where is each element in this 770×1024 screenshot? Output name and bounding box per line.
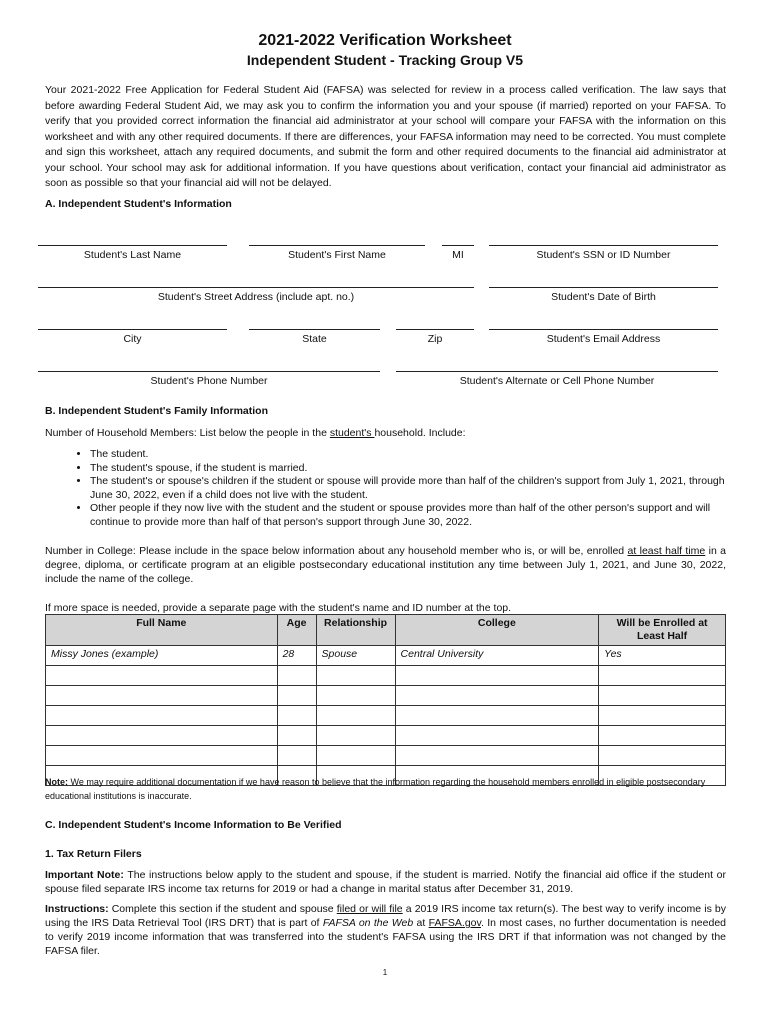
important-note xyxy=(45,868,726,896)
household-intro xyxy=(45,426,726,442)
table-cell[interactable] xyxy=(316,666,395,686)
table-cell[interactable] xyxy=(395,666,599,686)
mi-line[interactable] xyxy=(442,245,474,246)
note-text: We may require additional documentation if we have reason to believe that the information regarding the household members enrolled in eligible postsecondary educational institutions is inaccurate. xyxy=(45,777,706,801)
important-label: Important Note: xyxy=(45,869,124,881)
zip-label: Zip xyxy=(427,333,443,345)
intro-paragraph: Your 2021-2022 Free Application for Federal Student Aid (FAFSA) was selected for review in a process called verification. The law says that before awarding Federal Student Aid, we may ask you to confirm the information you and your spouse (if married) reported on your FAFSA. To verify that you provided correct information the financial aid administrator at your school will compare your FAFSA with the information on this worksheet and with any other required documents. If there are differences, your FAFSA information may need to be corrected. You must complete and sign this worksheet, attach any required documents, and submit the form and other required documents to the financial aid administrator at your school. Your school may ask for additional information. If you have questions about verification, contact your financial aid administrator as soon as possible so that your financial aid will not be delayed. xyxy=(45,84,726,189)
table-note xyxy=(45,775,726,803)
table-cell[interactable] xyxy=(395,726,599,746)
alt-phone-line[interactable] xyxy=(396,371,718,372)
instructions-label: Instructions: xyxy=(45,903,109,915)
household-intro-text: Number of Household Members: List below the people in the xyxy=(45,427,330,439)
instructions-text: Complete this section if the student and spouse xyxy=(108,903,337,915)
page-title: 2021-2022 Verification Worksheet xyxy=(258,32,512,49)
last-name-label: Student's Last Name xyxy=(83,249,182,261)
zip-line[interactable] xyxy=(396,329,474,330)
table-row[interactable] xyxy=(46,666,726,686)
table-cell[interactable] xyxy=(599,666,726,686)
ssn-label: Student's SSN or ID Number xyxy=(536,249,671,261)
table-cell[interactable] xyxy=(599,706,726,726)
street-label: Student's Street Address (include apt. no.) xyxy=(157,291,355,303)
list-item: • The student's or spouse's children if the student or spouse will provide more than half of the children's support from July 1, 2021, through June 30, 2022, even if a child does not live with the student. xyxy=(90,475,725,502)
table-cell[interactable] xyxy=(395,706,599,726)
instructions-text: a 2019 IRS income tax return(s). The best way to verify income is by using the IRS Data Retrieval Tool (IRS DRT) that is part of xyxy=(45,903,727,929)
col-college: College xyxy=(395,615,599,646)
table-cell[interactable] xyxy=(316,746,395,766)
example-relationship: Spouse xyxy=(316,646,395,666)
example-enrolled: Yes xyxy=(599,646,726,666)
instructions-text: at xyxy=(413,917,429,929)
col-enrolled: Will be Enrolled at Least Half xyxy=(599,615,726,646)
table-cell[interactable] xyxy=(316,726,395,746)
email-line[interactable] xyxy=(489,329,718,330)
list-item: • The student's spouse, if the student is married. xyxy=(90,462,725,476)
dob-line[interactable] xyxy=(489,287,718,288)
first-name-line[interactable] xyxy=(249,245,425,246)
example-college: Central University xyxy=(395,646,599,666)
example-age: 28 xyxy=(277,646,316,666)
fafsa-on-web: FAFSA on the Web xyxy=(322,917,414,929)
table-row[interactable] xyxy=(46,706,726,726)
page-number: 1 xyxy=(382,968,388,977)
filed-underlined: filed or will file xyxy=(336,903,403,915)
college-paragraph xyxy=(45,544,726,586)
phone-line[interactable] xyxy=(38,371,380,372)
ssn-line[interactable] xyxy=(489,245,718,246)
table-cell[interactable] xyxy=(599,746,726,766)
table-cell[interactable] xyxy=(599,726,726,746)
college-text-end: in a degree, diploma, or certificate program at an eligible postsecondary educational institution any time between July 1, 2021, and June 30, 2022, include the name of the college. xyxy=(45,545,726,585)
section-c-heading: C. Independent Student's Income Information to Be Verified xyxy=(45,819,342,831)
col-full-name: Full Name xyxy=(46,615,278,646)
household-bullet-list xyxy=(45,448,725,529)
instructions xyxy=(45,902,726,958)
section-a-heading: A. Independent Student's Information xyxy=(45,198,232,210)
street-line[interactable] xyxy=(38,287,474,288)
table-cell[interactable] xyxy=(46,706,278,726)
instructions-text: . In most cases, no further documentation is needed to verify 2019 income information that was transferred into the student's FAFSA using the IRS DRT if that information was not changed by the FAFSA filer. xyxy=(45,917,726,957)
table-row[interactable] xyxy=(46,686,726,706)
table-row xyxy=(46,646,726,666)
page-subtitle: Independent Student - Tracking Group V5 xyxy=(246,52,524,68)
dob-label: Student's Date of Birth xyxy=(551,291,656,303)
last-name-line[interactable] xyxy=(38,245,227,246)
tax-filers-heading: 1. Tax Return Filers xyxy=(45,848,142,860)
phone-label: Student's Phone Number xyxy=(150,375,268,387)
city-label: City xyxy=(123,333,142,345)
college-text: Number in College: Please include in the space below information about any household member who is, or will be, enrolled xyxy=(45,545,628,557)
example-name: Missy Jones (example) xyxy=(46,646,278,666)
table-cell[interactable] xyxy=(46,746,278,766)
table-cell[interactable] xyxy=(316,686,395,706)
table-cell[interactable] xyxy=(395,746,599,766)
fafsa-link[interactable]: FAFSA.gov xyxy=(428,917,481,929)
household-table xyxy=(45,614,726,786)
table-cell[interactable] xyxy=(599,686,726,706)
household-underlined: student's xyxy=(329,427,375,439)
more-space-note: If more space is needed, provide a separate page with the student's name and ID number at the top. xyxy=(45,602,512,614)
table-cell[interactable] xyxy=(277,666,316,686)
table-cell[interactable] xyxy=(46,686,278,706)
mi-label: MI xyxy=(452,249,464,261)
table-cell[interactable] xyxy=(277,706,316,726)
table-cell[interactable] xyxy=(316,706,395,726)
table-row[interactable] xyxy=(46,746,726,766)
table-cell[interactable] xyxy=(46,666,278,686)
important-text: The instructions below apply to the student and spouse, if the student is married. Notify the financial aid office if the student or spouse filed separate IRS income tax returns for 2019 or had a change in marital status after December 31, 2019. xyxy=(45,869,726,895)
state-line[interactable] xyxy=(249,329,380,330)
table-cell[interactable] xyxy=(277,746,316,766)
col-age: Age xyxy=(277,615,316,646)
col-relationship: Relationship xyxy=(316,615,395,646)
list-item: • Other people if they now live with the student and the student or spouse provides more than half of the other person's support and will continue to provide more than half of that person's support through June 30, 2022. xyxy=(90,502,725,529)
first-name-label: Student's First Name xyxy=(288,249,386,261)
city-line[interactable] xyxy=(38,329,227,330)
table-cell[interactable] xyxy=(277,726,316,746)
table-row[interactable] xyxy=(46,726,726,746)
state-label: State xyxy=(302,333,327,345)
list-item: • The student. xyxy=(90,448,725,462)
household-intro-end: household. Include: xyxy=(374,427,466,439)
college-underlined: at least half time xyxy=(627,545,706,557)
note-label: Note: xyxy=(45,777,68,787)
table-header-row xyxy=(46,615,726,646)
alt-phone-label: Student's Alternate or Cell Phone Number xyxy=(459,375,655,387)
table-cell[interactable] xyxy=(395,686,599,706)
email-label: Student's Email Address xyxy=(546,333,661,345)
table-cell[interactable] xyxy=(277,686,316,706)
table-cell[interactable] xyxy=(46,726,278,746)
section-b-heading: B. Independent Student's Family Information xyxy=(45,405,269,417)
